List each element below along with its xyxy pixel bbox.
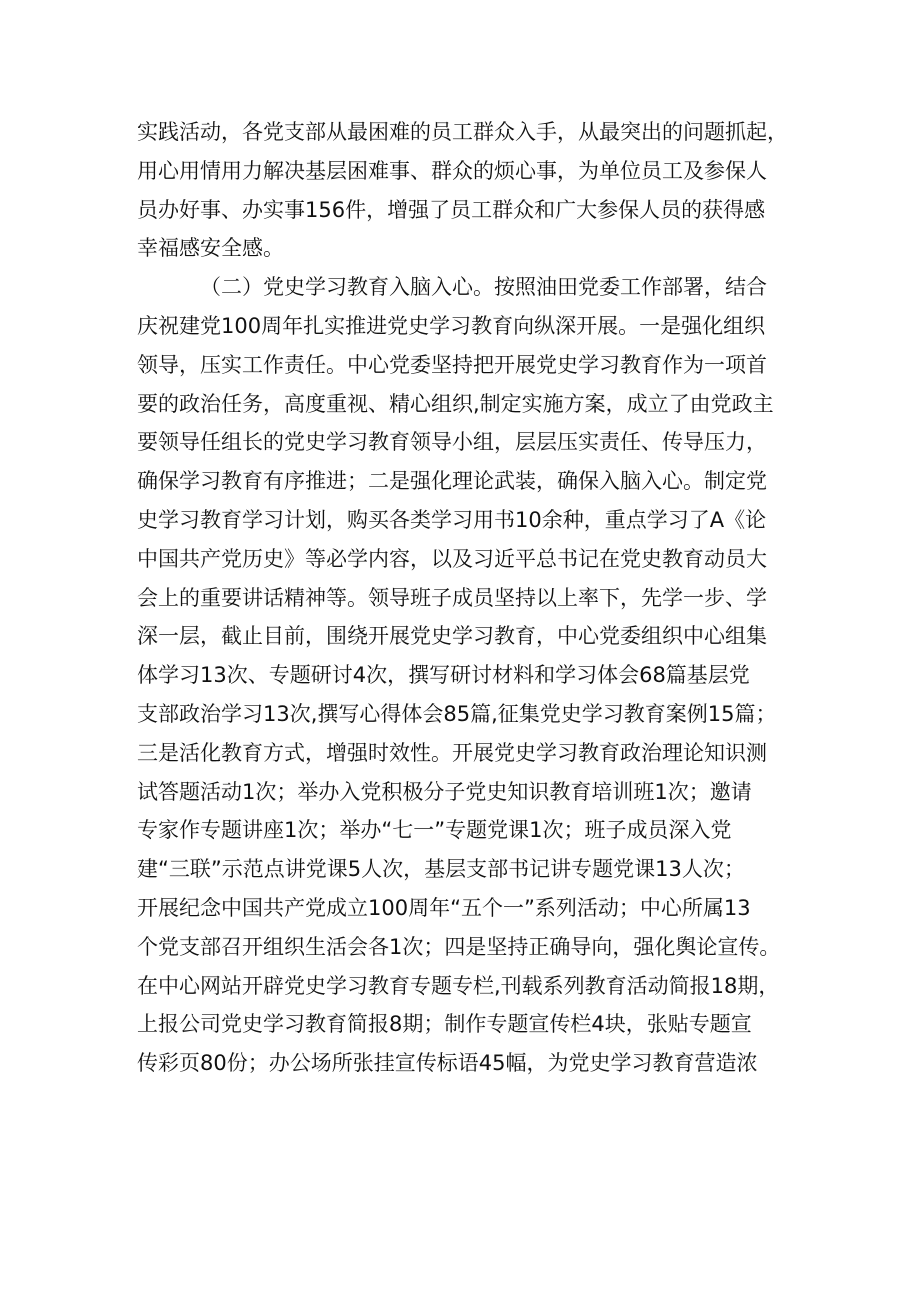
text-line: 要的政治任务，高度重视、精心组织,制定实施方案，成立了由党政主	[137, 391, 774, 416]
document-body	[137, 113, 817, 1083]
text-line: 传彩页80份；办公场所张挂宣传标语45幅，为党史学习教育营造浓	[137, 1051, 758, 1076]
text-line: 要领导任组长的党史学习教育领导小组，层层压实责任、传导压力，	[137, 430, 767, 455]
text-line: 上报公司党史学习教育简报8期；制作专题宣传栏4块，张贴专题宣	[137, 1012, 752, 1037]
text-line: 支部政治学习13次,撰写心得体会85篇,征集党史学习教育案例15篇；	[137, 701, 777, 726]
text-line: 体学习13次、专题研讨4次，撰写研讨材料和学习体会68篇基层党	[137, 663, 750, 688]
text-line: 在中心网站开辟党史学习教育专题专栏,刊载系列教育活动简报18期，	[137, 973, 780, 998]
text-line: 中国共产党历史》等必学内容，以及习近平总书记在党史教育动员大	[137, 546, 767, 571]
text-line: 史学习教育学习计划，购买各类学习用书10余种，重点学习了A《论	[137, 507, 767, 532]
text-line: 会上的重要讲话精神等。领导班子成员坚持以上率下，先学一步、学	[137, 585, 767, 610]
text-line: 深一层，截止目前，围绕开展党史学习教育，中心党委组织中心组集	[137, 624, 767, 649]
text-line: 领导，压实工作责任。中心党委坚持把开展党史学习教育作为一项首	[137, 352, 767, 377]
text-line: 开展纪念中国共产党成立100周年“五个一”系列活动；中心所属13	[137, 895, 751, 920]
section-heading-line: （二）党史学习教育入脑入心。按照油田党委工作部署，结合	[200, 275, 767, 300]
text-line: 确保学习教育有序推进；二是强化理论武装，确保入脑入心。制定党	[137, 469, 767, 494]
text-line: 专家作专题讲座1次；举办“七一”专题党课1次；班子成员深入党	[137, 818, 732, 843]
text-line: 用心用情用力解决基层困难事、群众的烦心事，为单位员工及参保人	[137, 158, 767, 183]
text-line: 庆祝建党100周年扎实推进党史学习教育向纵深开展。一是强化组织	[137, 313, 766, 338]
text-line: 建“三联”示范点讲党课5人次，基层支部书记讲专题党课13人次；	[137, 857, 745, 882]
text-line: 幸福感安全感。	[137, 236, 284, 261]
text-line: 三是活化教育方式，增强时效性。开展党史学习教育政治理论知识测	[137, 740, 767, 765]
text-line: 试答题活动1次；举办入党积极分子党史知识教育培训班1次；邀请	[137, 779, 752, 804]
text-line: 员办好事、办实事156件，增强了员工群众和广大参保人员的获得感	[137, 197, 766, 222]
text-line: 实践活动，各党支部从最困难的员工群众入手，从最突出的问题抓起，	[137, 120, 788, 144]
text-line: 个党支部召开组织生活会各1次；四是坚持正确导向，强化舆论宣传。	[137, 934, 781, 959]
